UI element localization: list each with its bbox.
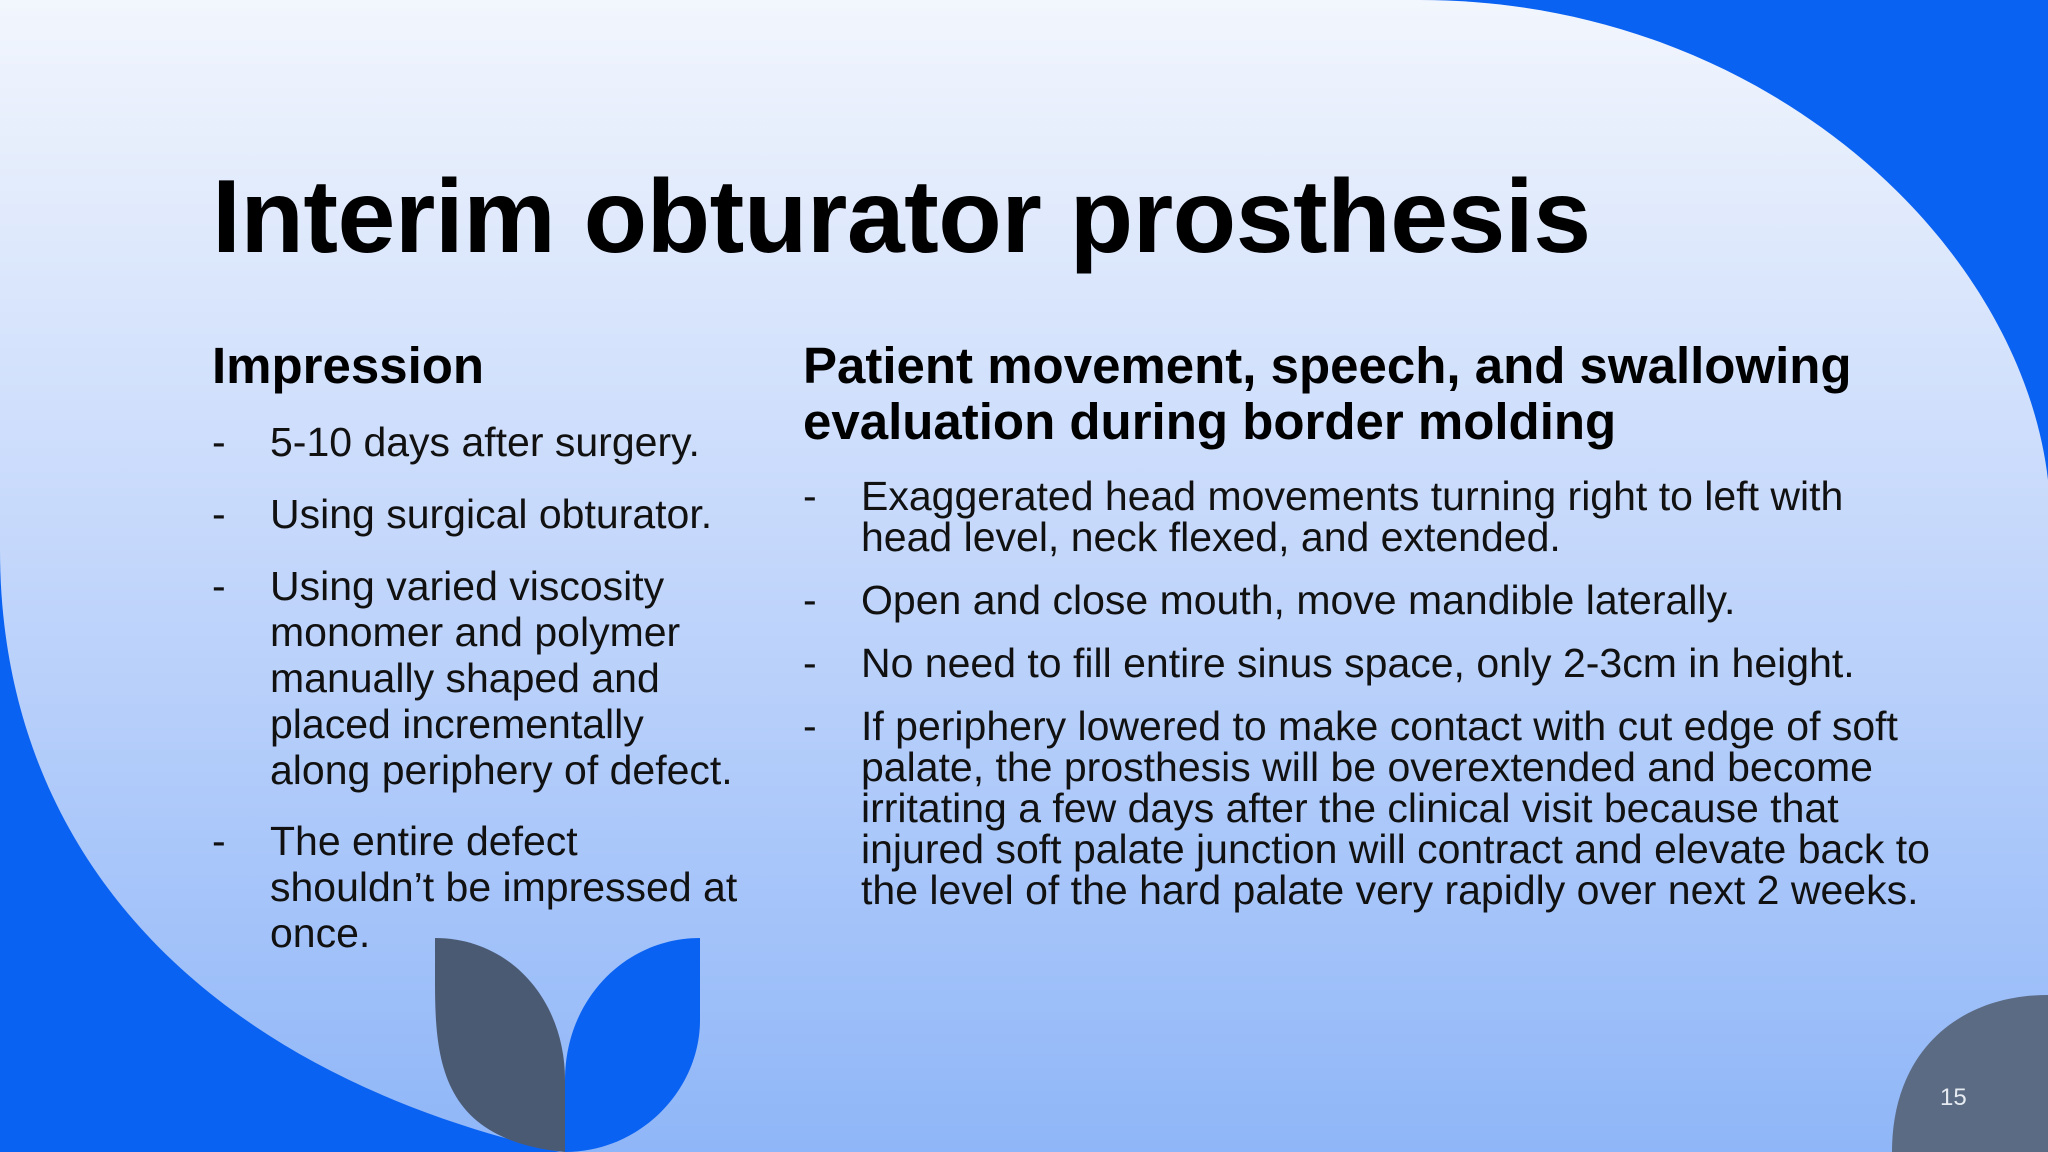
bullet-dash: - xyxy=(212,419,226,466)
impression-column xyxy=(212,338,752,983)
bullet-text: Exaggerated head movements turning right to left with head level, neck flexed, and extended. xyxy=(861,473,1844,561)
bullet-dash: - xyxy=(803,640,817,687)
list-item xyxy=(212,420,752,466)
list-item xyxy=(212,564,752,794)
border-molding-column xyxy=(803,338,1933,933)
list-item xyxy=(803,577,1933,624)
bullet-text: If periphery lowered to make contact with cut edge of soft palate, the prosthesis will be overextended and become irritating a few days after the clinical visit because that injured soft palate junction will contract and elevate back to the level of the hard palate very rapidly over next 2 weeks. xyxy=(861,703,1930,914)
bullet-dash: - xyxy=(212,818,226,865)
impression-heading: Impression xyxy=(212,337,485,394)
list-item xyxy=(212,492,752,538)
border-molding-heading: Patient movement, speech, and swallowing evaluation during border molding xyxy=(803,337,1852,451)
list-item xyxy=(212,819,752,957)
list-item xyxy=(803,473,1933,561)
border-molding-bullet-list xyxy=(803,473,1933,914)
impression-bullet-list xyxy=(212,420,752,957)
bullet-text: Using surgical obturator. xyxy=(270,491,713,537)
bullet-text: 5-10 days after surgery. xyxy=(270,419,700,466)
bullet-text: The entire defect shouldn’t be impressed at once. xyxy=(270,818,738,957)
bullet-text: No need to fill entire sinus space, only 2-3cm in height. xyxy=(861,640,1855,687)
bullet-dash: - xyxy=(212,562,226,609)
bullet-text: Using varied viscosity monomer and polymer manually shaped and placed incrementally along periphery of defect. xyxy=(270,562,733,793)
bullet-dash: - xyxy=(803,577,817,624)
slide-title: Interim obturator prosthesis xyxy=(212,159,1591,275)
bullet-text: Open and close mouth, move mandible laterally. xyxy=(861,577,1736,624)
bullet-dash: - xyxy=(212,491,226,537)
bullet-dash: - xyxy=(803,703,817,750)
list-item xyxy=(803,703,1933,914)
bullet-dash: - xyxy=(803,473,817,520)
list-item xyxy=(803,640,1933,687)
page-number: 15 xyxy=(1940,1084,1967,1111)
